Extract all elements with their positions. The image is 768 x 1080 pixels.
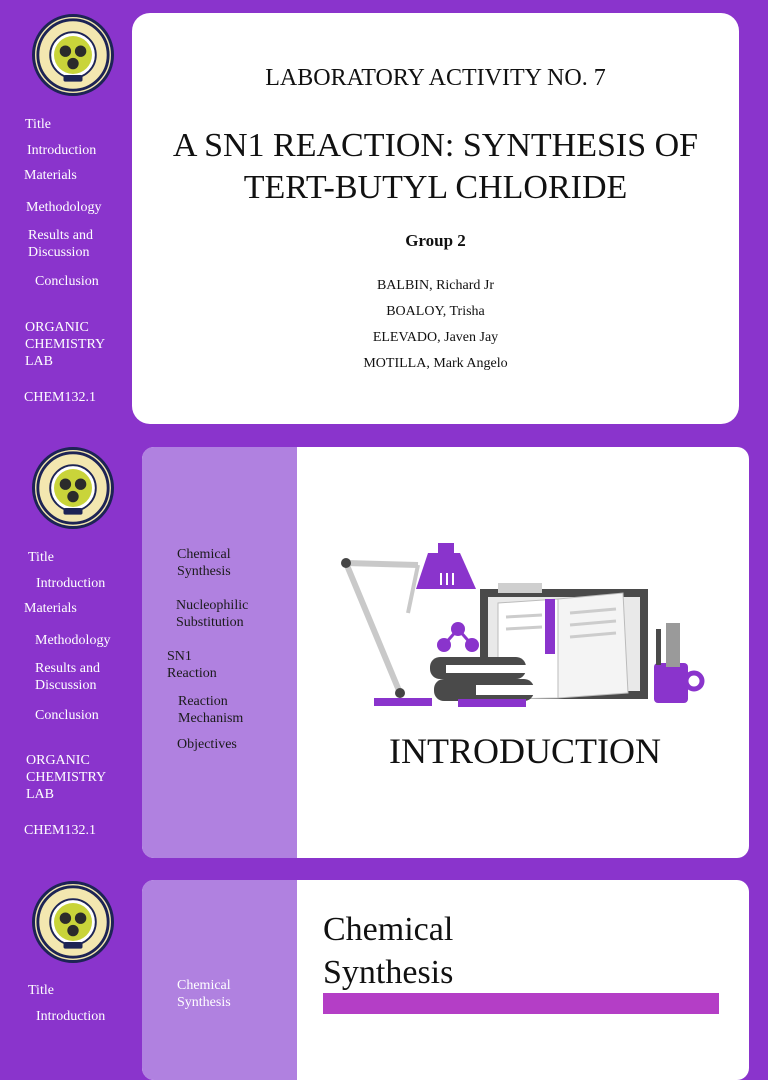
introduction-card (142, 447, 749, 858)
university-seal-icon (32, 881, 114, 963)
nav-results-discussion[interactable]: Results and Discussion (28, 228, 93, 260)
desk-lamp-books-illustration (338, 533, 708, 713)
topic-panel (142, 447, 297, 858)
topic-reaction-mechanism[interactable]: Reaction Mechanism (178, 694, 244, 726)
nav-introduction[interactable]: Introduction (36, 1009, 106, 1024)
nav-title[interactable]: Title (25, 117, 51, 132)
nav-results-discussion[interactable]: Results and Discussion (35, 661, 100, 693)
introduction-heading: INTRODUCTION (389, 731, 661, 771)
university-seal-icon (32, 447, 114, 529)
accent-bar (323, 993, 719, 1014)
group-label: Group 2 (405, 231, 466, 250)
slide-title (0, 0, 768, 440)
member-name: BOALOY, Trisha (386, 304, 485, 319)
nav-conclusion[interactable]: Conclusion (35, 708, 99, 723)
course-name: ORGANIC CHEMISTRY LAB (26, 753, 107, 802)
nav-materials[interactable]: Materials (24, 601, 77, 616)
title-card (132, 13, 739, 424)
nav-conclusion[interactable]: Conclusion (35, 274, 99, 289)
slide-introduction (0, 440, 768, 875)
title-line-2: TERT-BUTYL CHLORIDE (243, 169, 628, 206)
course-code: CHEM132.1 (24, 823, 96, 838)
nav-materials[interactable]: Materials (24, 168, 77, 183)
nav-introduction[interactable]: Introduction (27, 143, 97, 158)
nav-methodology[interactable]: Methodology (35, 633, 111, 648)
nav-introduction[interactable]: Introduction (36, 576, 106, 591)
activity-number: LABORATORY ACTIVITY NO. 7 (265, 65, 606, 91)
nav-methodology[interactable]: Methodology (26, 200, 102, 215)
chemical-synthesis-card (142, 880, 749, 1080)
slide-chemical-synthesis (0, 875, 768, 1024)
member-name: BALBIN, Richard Jr (376, 278, 495, 293)
member-name: MOTILLA, Mark Angelo (363, 356, 508, 371)
course-code: CHEM132.1 (24, 390, 96, 405)
member-name: ELEVADO, Javen Jay (372, 330, 499, 345)
nav-title[interactable]: Title (28, 983, 54, 998)
topic-nucleophilic-substitution[interactable]: Nucleophilic Substitution (176, 598, 249, 630)
nav-title[interactable]: Title (28, 550, 54, 565)
topic-chemical-synthesis[interactable]: Chemical Synthesis (177, 978, 231, 1010)
university-seal-icon (32, 14, 114, 96)
topic-objectives[interactable]: Objectives (177, 737, 237, 752)
topic-sn1-reaction[interactable]: SN1 Reaction (167, 649, 217, 681)
topic-chemical-synthesis[interactable]: Chemical Synthesis (177, 547, 231, 579)
course-name: ORGANIC CHEMISTRY LAB (25, 320, 106, 369)
topic-panel (142, 880, 297, 1080)
title-line-1: A SN1 REACTION: SYNTHESIS OF (172, 127, 699, 164)
chemical-synthesis-heading: Chemical Synthesis (323, 911, 454, 991)
